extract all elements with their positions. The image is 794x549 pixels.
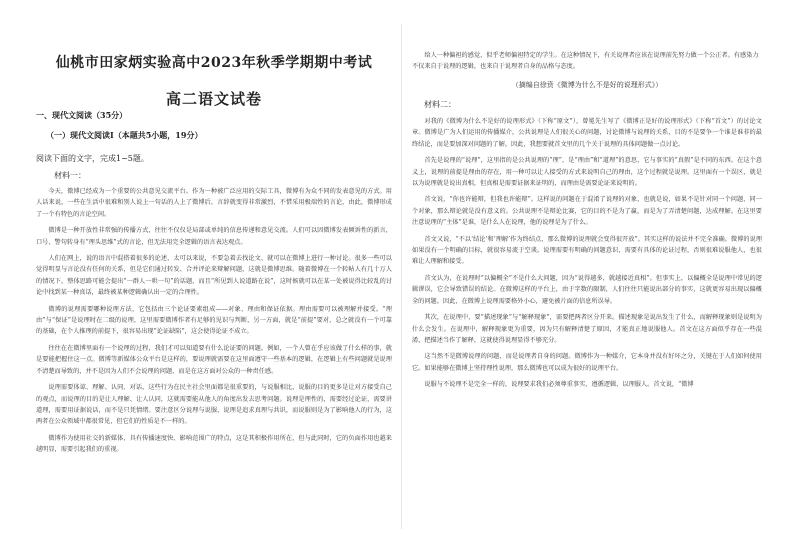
material-label: 材料二： <box>424 100 456 109</box>
exam-subtitle: 高二语文试卷 <box>165 90 262 108</box>
right-column <box>412 0 762 549</box>
paragraph: 首文又说，“不以‘结论’和‘理解’作为终结点，那么微博的说理就会变得很开放”。其实这样的说法并不完全准确。微博的说理如果没有一个明确的目标，就很容易流于空谈。说理需要有明确的问题意识，需要有具体的论证过程，否则很难说服他人，也很难让人理解和接受。 <box>412 235 762 266</box>
paragraph: 今天，微博已经成为一个重要的公共意见交流平台。作为一种被广泛应用的交际工具，微博有为众不同的发表意见的方式。用人话来说，一些在生活中很难和别人说上一句话的人上了微博后，言辞就变得非常激烈，不惜采用极端性的言论，由此，微博形成了一个有特色的言论空间。 <box>36 188 392 218</box>
paragraph: 往往在在微博里面有一个说理的过程，我们才可以知道要有什么论证要的问题。例如，一个人曾在乎应该做了什么样的事，就是要能把握住这一点。微博等新媒体公众平台是这样的，要说理就需要在这里面遵守一些基本的逻辑，在逻辑上有些问题就是说理不清楚而导致的，并不是因为人们不会说理的问题，而是在这方面对公众的一种责任感。 <box>36 344 392 375</box>
material-label: 材料一： <box>54 171 86 180</box>
paragraph: 说服与不说理不是完全一样的，说理要求我们必须尊重事实、遵循逻辑，以理服人。首文说，“微博 <box>424 381 694 389</box>
column-divider <box>401 24 402 529</box>
excerpt-source: （摘编自徐贲《微博为什么不是好的说理形式》） <box>511 81 663 89</box>
right-body <box>412 116 762 543</box>
paragraph: 首先是说理的“说理”，这里指的是公共说理的“理”，是“理由”和“道理”的意思，它与事实的“真假”是不同的东西。在这个意义上，说理的前提是理由的存在，用一种可以让人接受的方式来说明自己的理由，这个过程就是说理。这里面有一个误区，就是以为说理就是说出真相，但真相是需要证据来证明的，而理由是需要论证来说明的。 <box>412 157 762 188</box>
exam-title: 仙桃市田家炳实验高中2023年秋季学期期中考试 <box>55 55 373 71</box>
paragraph: 首文认为，在说理时“以偏概全”不是什么大问题，因为“说得越多，就越接近真相”。但事实上，以偏概全是说理中常见的逻辑谬误，它会导致错误的结论。在微博这样的平台上，由于字数的限制，人们往往只能说出部分的事实，这就更容易出现以偏概全的问题。因此，在微博上说理需要格外小心，避免被片面的信息所误导。 <box>412 274 762 305</box>
left-column <box>36 0 392 549</box>
subsection-heading: （一）现代文阅读Ⅰ（本题共5小题，19分） <box>46 130 203 140</box>
paragraph: 微博作为使用社交的新媒体，具有传播速度快、影响范围广的特点，这是其积极作用所在，但与此同时，它的负面作用也越来越明显，需要引起我们的重视。 <box>36 434 392 454</box>
paragraph: 这当然不是微博说理的问题，而是说理者自身的问题。微博作为一种媒介，它本身并没有好坏之分，关键在于人们如何使用它。如果能够在微博上坚持理性说理，那么微博也可以成为很好的说理平台。 <box>412 353 762 372</box>
paragraph: 其次，在说理中，要“描述现象”与“解释现象”，需要把两者区分开来。描述现象是说出发生了什么，而解释现象则是说明为什么会发生。在说理中，解释现象更为重要，因为只有解释清楚了原因，才能真正地说服他人。首文在这方面似乎存在一些混淆，把描述当作了解释，这就使得说理显得不够充分。 <box>412 314 762 344</box>
left-body <box>36 186 392 543</box>
paragraph: 人们在网上，说的语言中混搭着很多的论述，太可以来说，不要急着去找论文、就可以在微博上进行一种讨论。很多一些可以觉得明显与言论没有任何的关系，但是它们通过转发、合并评论来辩解问题，这就是微博思维。随着微博在一个转帖人有几十万人的情况下，整体思路可能会提出“一群人一哄一句”的话题，而且“所见到人说道路在说”，这时候就可以在某一处被说得比较乱的讨论中找到某一种真话，最终被某种逻辑确认出一定的合理性。 <box>36 255 392 297</box>
paragraph: 对我的《微博为什么不是好的说理形式》（下称“原文”），曾冕先生写了《微博正是好的说理形式》（下称“首文”）的讨论文章。微博是广为人们运用的传播媒介，公共说理是人们很关心的问题，讨论微博与说理的关系，目的不是要争一个谁是谁非的最终结论，而是要加深对问题的了解。因此，我想要就首文里的几个关于说理的具体问题做一点讨论。 <box>412 118 762 148</box>
paragraph: 微博的说理需要哪种说理方法，它包括由三个论证要素组成——对象、理由和保证依据。理由需要可以被理解并接受。“理由”与“保证”是说理时在二级的说理，这里需要微博作者有足够的见识与判断，另一方面，就是“前提”要对，总之就没有一个可靠的基础，在个人推理的前提下，很容易出现“论证缺陷”，这会使得论证不成立。 <box>36 305 392 336</box>
instruction-text: 阅读下面的文字，完成1~5题。 <box>36 154 149 163</box>
paragraph: 微博是一种开放性非常强的传播方式，往往不仅仅是局部或单纯的信息传递和意见交流。人们可以因微博发表倾诉性的新言，口号、警句转身有“理头思维”式的言论，但无法用完全逻辑的语言表达观点。 <box>36 227 392 246</box>
paragraph: 说理需要体谅、理解、认同、对话，这些行为在民主社会里面都是很重要的，与说服相比，说服的目的更多是让对方接受自己的观点，而说理的目的是让人理解、让人认同，这就需要能从他人的角度出发去思考问题。说理是理性的，需要经过论证，需要讲道理，需要用证据说话，而不是只凭情绪。要注意区分说理与说服，说理是追求真理与共识，而说服则是为了影响他人的行为，这两者在公众领域中都很常见，但它们的性质是不一样的。 <box>36 384 392 426</box>
paragraph: 给人一种偏袒的感觉，似乎老师偏袒特定的学生。在这种情况下，有关说理者应该在说理前先努力做一个公正者。有感染力不仅来自于说理的逻辑，也来自于说理者自身的品格与态度。 <box>412 52 759 71</box>
section-heading: 一、现代文阅读（35分） <box>36 110 128 120</box>
paragraph: 首文说，“你也许能辩，但我也许能辩”。这样说的问题在于混淆了说理的对象，也就是说，如果不是针对同一个问题、同一个对象，那么辩论就是没有意义的。公共说理不是辩论比赛，它的目的不是为了赢，而是为了弄清楚问题，达成理解。在这里要注意说理的“主体”是谁，是什么人在说理，他的说理是为了什么。 <box>412 196 762 227</box>
continuation-text <box>412 50 762 73</box>
